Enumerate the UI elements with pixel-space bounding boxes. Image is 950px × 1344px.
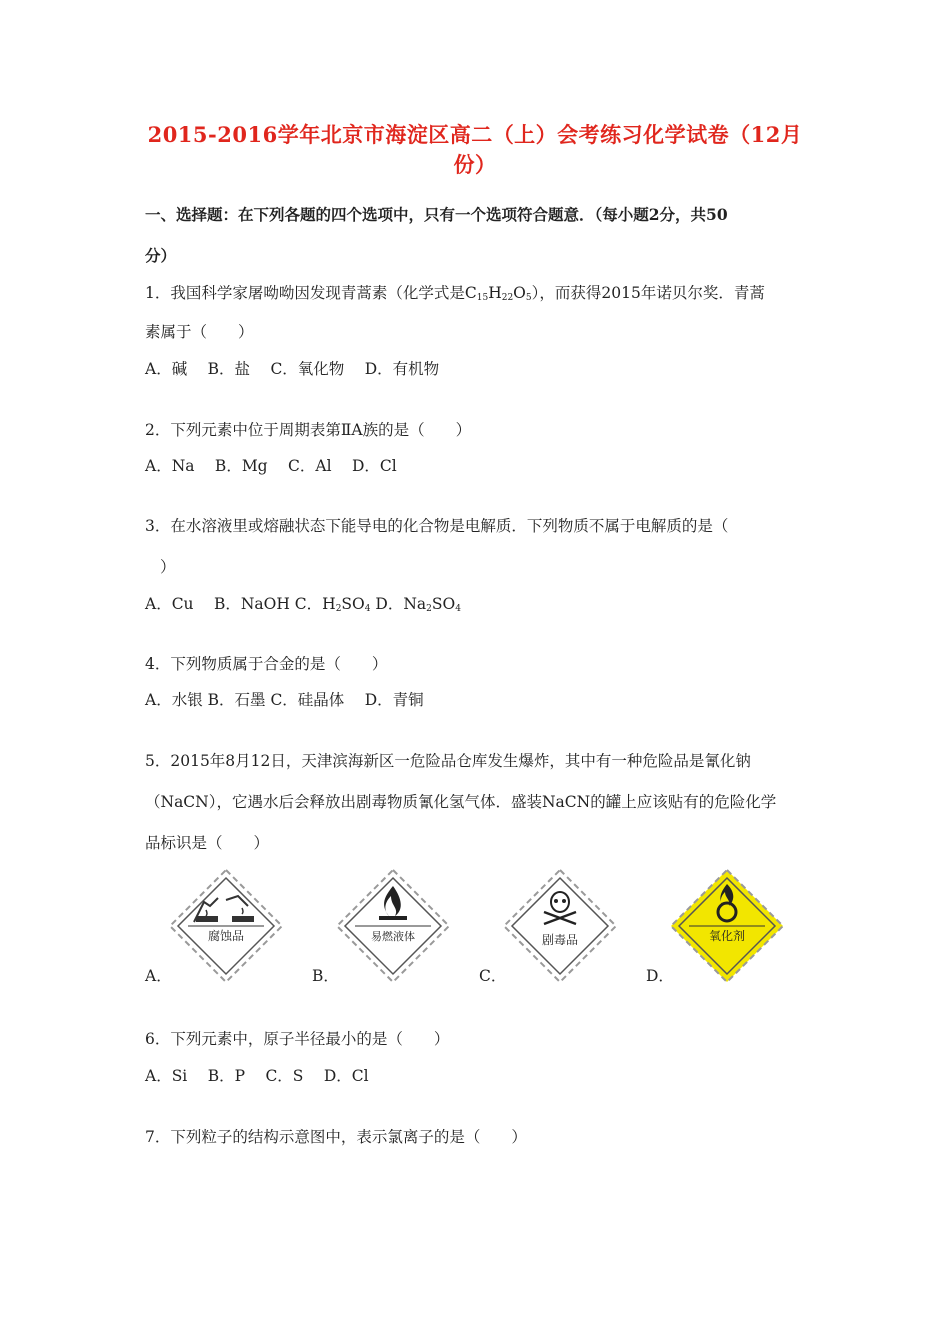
question-5-stem-cont1: （NaCN），它遇水后会释放出剧毒物质氰化氢气体．盛装NaCN的罐上应该贴有的危险化学 <box>145 793 777 811</box>
option-a-label: A． <box>145 967 172 985</box>
oxidizer-sign-icon <box>667 866 787 986</box>
toxic-sign-icon <box>500 866 620 986</box>
question-3-stem: 3．在水溶液里或熔融状态下能导电的化合物是电解质．下列物质不属于电解质的是（ <box>145 517 729 535</box>
question-6-stem: 6．下列元素中，原子半径最小的是（ ） <box>145 1030 450 1048</box>
sign-label-c: 剧毒品 <box>541 933 579 947</box>
sign-label-b: 易燃液体 <box>371 930 415 943</box>
flammable-liquid-sign-icon <box>333 866 453 986</box>
question-1-stem-cont: 素属于（ ） <box>145 323 254 341</box>
page-title: 2015-2016学年北京市海淀区高二（上）会考练习化学试卷（12月 份） <box>147 122 803 177</box>
question-4-stem: 4．下列物质属于合金的是（ ） <box>145 655 388 673</box>
sign-label-a: 腐蚀品 <box>207 929 245 943</box>
option-d-label: D． <box>646 967 674 985</box>
question-3-options: A．Cu B．NaOH C．$H_2SO_4$ D．$Na_2SO_4$ <box>145 595 461 614</box>
question-3-stem-cont: ） <box>160 558 176 576</box>
section-heading-line2: 分） <box>145 246 177 265</box>
section-heading-line1: 一、选择题：在下列各题的四个选项中，只有一个选项符合题意．（每小题2分，共50 <box>145 205 728 224</box>
question-2-stem: 2．下列元素中位于周期表第ⅡA族的是（ ） <box>145 421 472 439</box>
sign-label-d: 氧化剂 <box>708 929 746 943</box>
question-2-options: A．Na B．Mg C．Al D．Cl <box>145 457 397 475</box>
corrosive-sign-icon <box>166 866 286 986</box>
option-b-label: B． <box>312 967 339 985</box>
question-6-options: A．Si B．P C．S D．Cl <box>145 1067 369 1085</box>
question-4-options: A．水银 B．石墨 C．硅晶体 D．青铜 <box>145 691 424 709</box>
question-1-stem: 1．我国科学家屠呦呦因发现青蒿素（化学式是$C_{15}H_{22}O_5$），而获得2015年诺贝尔奖．青蒿 <box>145 284 765 303</box>
question-5-stem-cont2: 品标识是（ ） <box>145 834 270 852</box>
option-c-label: C． <box>479 967 507 985</box>
question-5-stem: 5．2015年8月12日，天津滨海新区一危险品仓库发生爆炸，其中有一种危险品是氰化钠 <box>145 752 751 770</box>
question-1-options: A．碱 B．盐 C．氧化物 D．有机物 <box>145 360 440 378</box>
question-7-stem: 7．下列粒子的结构示意图中，表示氯离子的是（ ） <box>145 1128 527 1146</box>
